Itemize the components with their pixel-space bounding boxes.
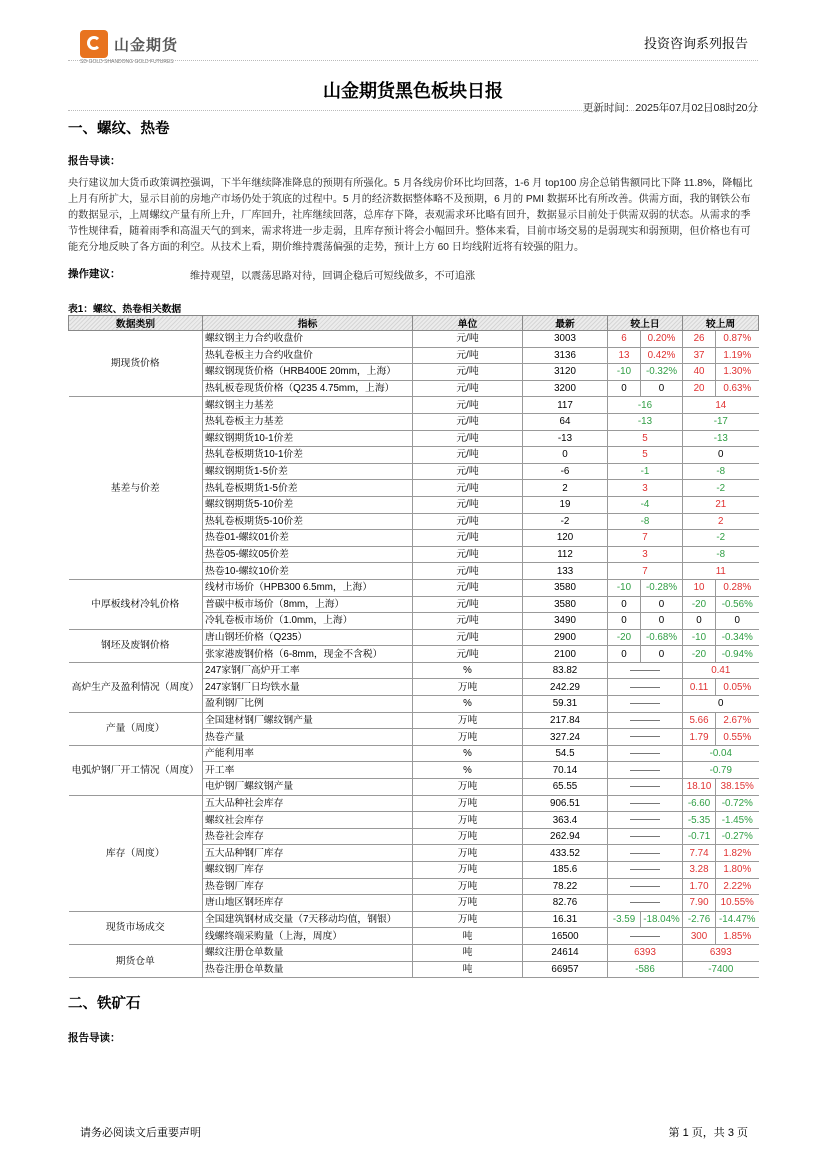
week-change-pct-cell: -14.47% bbox=[716, 911, 759, 928]
rebar-hotcoil-data-table bbox=[68, 315, 759, 978]
indicator-cell: 唐山钢坯价格（Q235） bbox=[203, 629, 413, 646]
indicator-cell: 螺纹钢现货价格（HRB400E 20mm，上海） bbox=[203, 364, 413, 381]
latest-cell: -13 bbox=[523, 430, 608, 447]
no-data-dash bbox=[630, 803, 660, 804]
week-change-cell: -10 bbox=[683, 629, 716, 646]
indicator-cell: 五大品种钢厂库存 bbox=[203, 845, 413, 862]
report-series: 投资咨询系列报告 bbox=[643, 36, 748, 51]
week-change-cell: 20 bbox=[683, 380, 716, 397]
latest-cell: 906.51 bbox=[523, 795, 608, 812]
day-change-cell: 3 bbox=[608, 546, 683, 563]
unit-cell: 元/吨 bbox=[413, 513, 523, 530]
unit-cell: 元/吨 bbox=[413, 530, 523, 547]
week-change-pct-cell: -1.45% bbox=[716, 812, 759, 829]
no-data-dash bbox=[630, 869, 660, 870]
brand-subtitle: SD·GOLD SHANDONG GOLD FUTURES bbox=[80, 59, 174, 65]
section-heading-rebar: 一、螺纹、热卷 bbox=[68, 121, 170, 137]
update-time: 更新时间：2025年07月02日08时20分 bbox=[582, 102, 758, 114]
unit-cell: 元/吨 bbox=[413, 380, 523, 397]
latest-cell: 82.76 bbox=[523, 895, 608, 912]
day-change-cell: -3.59 bbox=[608, 911, 641, 928]
indicator-cell: 螺纹注册仓单数量 bbox=[203, 944, 413, 961]
day-change-cell bbox=[608, 662, 683, 679]
indicator-cell: 热轧卷板期货10-1价差 bbox=[203, 447, 413, 464]
week-change-cell: -0.71 bbox=[683, 828, 716, 845]
unit-cell: % bbox=[413, 762, 523, 779]
latest-cell: 3200 bbox=[523, 380, 608, 397]
latest-cell: 78.22 bbox=[523, 878, 608, 895]
week-change-cell: -2.76 bbox=[683, 911, 716, 928]
company-logo bbox=[80, 30, 190, 64]
header-latest: 最新 bbox=[523, 316, 608, 331]
day-change-pct-cell: 0 bbox=[641, 380, 683, 397]
table-body bbox=[69, 331, 759, 978]
brand-name: 山金期货 bbox=[114, 37, 179, 54]
indicator-cell: 开工率 bbox=[203, 762, 413, 779]
latest-cell: 242.29 bbox=[523, 679, 608, 696]
table-row bbox=[69, 911, 759, 928]
latest-cell: 59.31 bbox=[523, 696, 608, 713]
day-change-pct-cell: 0 bbox=[641, 596, 683, 613]
unit-cell: 万吨 bbox=[413, 895, 523, 912]
day-change-cell bbox=[608, 779, 683, 796]
day-change-cell: -10 bbox=[608, 364, 641, 381]
day-change-cell: 0 bbox=[608, 646, 641, 663]
day-change-pct-cell: 0.42% bbox=[641, 347, 683, 364]
day-change-cell: 6393 bbox=[608, 944, 683, 961]
indicator-cell: 热卷注册仓单数量 bbox=[203, 961, 413, 978]
day-change-cell: 13 bbox=[608, 347, 641, 364]
unit-cell: 万吨 bbox=[413, 779, 523, 796]
unit-cell: 万吨 bbox=[413, 911, 523, 928]
table-row bbox=[69, 662, 759, 679]
latest-cell: 3136 bbox=[523, 347, 608, 364]
week-change-pct-cell: 1.30% bbox=[716, 364, 759, 381]
indicator-cell: 唐山地区钢坯库存 bbox=[203, 895, 413, 912]
latest-cell: 64 bbox=[523, 413, 608, 430]
unit-cell: 元/吨 bbox=[413, 579, 523, 596]
latest-cell: 2900 bbox=[523, 629, 608, 646]
no-data-dash bbox=[630, 853, 660, 854]
indicator-cell: 产能利用率 bbox=[203, 745, 413, 762]
unit-cell: 元/吨 bbox=[413, 347, 523, 364]
day-change-cell: 6 bbox=[608, 331, 641, 348]
day-change-cell: 5 bbox=[608, 430, 683, 447]
header-vs-prev-day: 较上日 bbox=[608, 316, 683, 331]
day-change-cell: 0 bbox=[608, 380, 641, 397]
no-data-dash bbox=[630, 687, 660, 688]
latest-cell: 70.14 bbox=[523, 762, 608, 779]
day-change-pct-cell: -0.68% bbox=[641, 629, 683, 646]
day-change-pct-cell: -18.04% bbox=[641, 911, 683, 928]
category-cell: 钢坯及废钢价格 bbox=[69, 629, 203, 662]
day-change-cell: -1 bbox=[608, 463, 683, 480]
indicator-cell: 热轧卷板期货1-5价差 bbox=[203, 480, 413, 497]
unit-cell: 万吨 bbox=[413, 878, 523, 895]
no-data-dash bbox=[630, 886, 660, 887]
day-change-cell: 0 bbox=[608, 596, 641, 613]
day-change-pct-cell: -0.32% bbox=[641, 364, 683, 381]
indicator-cell: 热轧卷板期货5-10价差 bbox=[203, 513, 413, 530]
latest-cell: 327.24 bbox=[523, 729, 608, 746]
latest-cell: 83.82 bbox=[523, 662, 608, 679]
week-change-cell: -0.79 bbox=[683, 762, 759, 779]
week-change-cell: 0 bbox=[683, 613, 716, 630]
unit-cell: 元/吨 bbox=[413, 596, 523, 613]
unit-cell: 元/吨 bbox=[413, 430, 523, 447]
day-change-pct-cell: 0 bbox=[641, 613, 683, 630]
latest-cell: 54.5 bbox=[523, 745, 608, 762]
latest-cell: 0 bbox=[523, 447, 608, 464]
latest-cell: 65.55 bbox=[523, 779, 608, 796]
week-change-cell: 300 bbox=[683, 928, 716, 945]
day-change-cell: -13 bbox=[608, 413, 683, 430]
indicator-cell: 张家港废钢价格（6-8mm，现金不含税） bbox=[203, 646, 413, 663]
week-change-pct-cell: 10.55% bbox=[716, 895, 759, 912]
week-change-cell: -8 bbox=[683, 546, 759, 563]
header-divider bbox=[68, 60, 758, 61]
day-change-cell: -20 bbox=[608, 629, 641, 646]
week-change-pct-cell: -0.27% bbox=[716, 828, 759, 845]
unit-cell: 万吨 bbox=[413, 712, 523, 729]
unit-cell: 元/吨 bbox=[413, 364, 523, 381]
week-change-cell: 7.74 bbox=[683, 845, 716, 862]
unit-cell: 元/吨 bbox=[413, 546, 523, 563]
guide-label: 报告导读： bbox=[68, 155, 121, 167]
indicator-cell: 热轧卷板主力基差 bbox=[203, 413, 413, 430]
category-cell: 库存（周度） bbox=[69, 795, 203, 911]
table-header-row bbox=[69, 316, 759, 331]
latest-cell: 3490 bbox=[523, 613, 608, 630]
no-data-dash bbox=[630, 670, 660, 671]
day-change-cell bbox=[608, 878, 683, 895]
unit-cell: 元/吨 bbox=[413, 646, 523, 663]
footer-disclaimer: 请务必阅读文后重要声明 bbox=[80, 1127, 201, 1139]
week-change-cell: -2 bbox=[683, 530, 759, 547]
unit-cell: % bbox=[413, 696, 523, 713]
unit-cell: 万吨 bbox=[413, 828, 523, 845]
day-change-cell bbox=[608, 845, 683, 862]
table-row bbox=[69, 397, 759, 414]
week-change-cell: 0.41 bbox=[683, 662, 759, 679]
table-row bbox=[69, 331, 759, 348]
day-change-pct-cell: -0.28% bbox=[641, 579, 683, 596]
day-change-pct-cell: 0.20% bbox=[641, 331, 683, 348]
advice-label: 操作建议： bbox=[68, 268, 121, 280]
no-data-dash bbox=[630, 753, 660, 754]
indicator-cell: 热轧板卷现货价格（Q235 4.75mm，上海） bbox=[203, 380, 413, 397]
header-vs-prev-week: 较上周 bbox=[683, 316, 759, 331]
week-change-cell: 0.11 bbox=[683, 679, 716, 696]
latest-cell: 3580 bbox=[523, 579, 608, 596]
table-caption: 表1：螺纹、热卷相关数据 bbox=[68, 304, 182, 315]
week-change-cell: 11 bbox=[683, 563, 759, 580]
advice-text: 维持观望，以震荡思路对待，回调企稳后可短线做多，不可追涨 bbox=[190, 271, 476, 282]
week-change-pct-cell: 0.28% bbox=[716, 579, 759, 596]
week-change-cell: -17 bbox=[683, 413, 759, 430]
week-change-cell: 26 bbox=[683, 331, 716, 348]
latest-cell: 185.6 bbox=[523, 862, 608, 879]
day-change-cell bbox=[608, 696, 683, 713]
table-row bbox=[69, 629, 759, 646]
latest-cell: 217.84 bbox=[523, 712, 608, 729]
header-unit: 单位 bbox=[413, 316, 523, 331]
indicator-cell: 热卷05-螺纹05价差 bbox=[203, 546, 413, 563]
section-heading-iron-ore: 二、铁矿石 bbox=[68, 996, 141, 1012]
day-change-cell bbox=[608, 812, 683, 829]
category-cell: 产量（周度） bbox=[69, 712, 203, 745]
day-change-cell: 7 bbox=[608, 563, 683, 580]
week-change-cell: -8 bbox=[683, 463, 759, 480]
week-change-pct-cell: -0.34% bbox=[716, 629, 759, 646]
table-row bbox=[69, 745, 759, 762]
no-data-dash bbox=[630, 936, 660, 937]
table-row bbox=[69, 944, 759, 961]
footer-page-number: 第 1 页，共 3 页 bbox=[668, 1127, 748, 1139]
week-change-cell: 7.90 bbox=[683, 895, 716, 912]
week-change-cell: 1.79 bbox=[683, 729, 716, 746]
week-change-cell: 1.70 bbox=[683, 878, 716, 895]
latest-cell: 24614 bbox=[523, 944, 608, 961]
unit-cell: 元/吨 bbox=[413, 613, 523, 630]
week-change-cell: -7400 bbox=[683, 961, 759, 978]
unit-cell: 元/吨 bbox=[413, 480, 523, 497]
table-row bbox=[69, 795, 759, 812]
category-cell: 中厚板线材冷轧价格 bbox=[69, 579, 203, 629]
week-change-cell: -13 bbox=[683, 430, 759, 447]
unit-cell: 元/吨 bbox=[413, 463, 523, 480]
week-change-cell: -20 bbox=[683, 596, 716, 613]
category-cell: 电弧炉钢厂开工情况（周度） bbox=[69, 745, 203, 795]
indicator-cell: 线螺终端采购量（上海，周度） bbox=[203, 928, 413, 945]
latest-cell: 112 bbox=[523, 546, 608, 563]
latest-cell: -2 bbox=[523, 513, 608, 530]
indicator-cell: 热卷社会库存 bbox=[203, 828, 413, 845]
week-change-cell: 10 bbox=[683, 579, 716, 596]
week-change-cell: 3.28 bbox=[683, 862, 716, 879]
week-change-cell: -20 bbox=[683, 646, 716, 663]
week-change-pct-cell: 1.19% bbox=[716, 347, 759, 364]
day-change-cell: -10 bbox=[608, 579, 641, 596]
week-change-pct-cell: 2.67% bbox=[716, 712, 759, 729]
latest-cell: 262.94 bbox=[523, 828, 608, 845]
latest-cell: 3003 bbox=[523, 331, 608, 348]
indicator-cell: 热卷10-螺纹10价差 bbox=[203, 563, 413, 580]
indicator-cell: 螺纹钢期货5-10价差 bbox=[203, 496, 413, 513]
week-change-cell: 14 bbox=[683, 397, 759, 414]
indicator-cell: 热卷钢厂库存 bbox=[203, 878, 413, 895]
unit-cell: 万吨 bbox=[413, 679, 523, 696]
day-change-cell: -586 bbox=[608, 961, 683, 978]
day-change-pct-cell: 0 bbox=[641, 646, 683, 663]
week-change-cell: -0.04 bbox=[683, 745, 759, 762]
week-change-cell: -5.35 bbox=[683, 812, 716, 829]
guide-text: 央行建议加大货币政策调控强调，下半年继续降准降息的预期有所强化。5 月各线房价环比均回落，1-6 月 top100 房企总销售额同比下降 11.8%，降幅比 上月有所扩大，显示目前的房地产市场仍处于筑底的过程中。5 月的经济数据整体略不及预期，6 月的 PMI 数据环比有所改善。供需方面，我的钢铁公布的数据显示，上周螺纹产量有所上升，厂库回升，社库继续回落，总库存下降，表观需求环比略有回升，数据显示目前处于供需双弱的状态。从需求的季节性规律看，随着雨季和高温天气的到来，需求将进一步走弱，且库存预计将会小幅回升。整体来看，目前市场交易的是弱现实和弱预期，但价格也有可能充分地反映了各方面的利空。从技术上看，期价维持震荡偏强的走势，预计上方 60 日均线附近将有较强的阻力。 bbox=[68, 178, 753, 253]
latest-cell: 117 bbox=[523, 397, 608, 414]
indicator-cell: 普碳中板市场价（8mm，上海） bbox=[203, 596, 413, 613]
no-data-dash bbox=[630, 736, 660, 737]
day-change-cell bbox=[608, 928, 683, 945]
no-data-dash bbox=[630, 902, 660, 903]
unit-cell: 万吨 bbox=[413, 862, 523, 879]
week-change-cell: -2 bbox=[683, 480, 759, 497]
day-change-cell bbox=[608, 795, 683, 812]
day-change-cell bbox=[608, 745, 683, 762]
latest-cell: 66957 bbox=[523, 961, 608, 978]
no-data-dash bbox=[630, 770, 660, 771]
latest-cell: 133 bbox=[523, 563, 608, 580]
week-change-cell: 5.66 bbox=[683, 712, 716, 729]
week-change-pct-cell: -0.94% bbox=[716, 646, 759, 663]
unit-cell: 元/吨 bbox=[413, 331, 523, 348]
unit-cell: % bbox=[413, 662, 523, 679]
week-change-pct-cell: -0.56% bbox=[716, 596, 759, 613]
latest-cell: 19 bbox=[523, 496, 608, 513]
unit-cell: 吨 bbox=[413, 928, 523, 945]
day-change-cell bbox=[608, 762, 683, 779]
latest-cell: 16500 bbox=[523, 928, 608, 945]
latest-cell: 3120 bbox=[523, 364, 608, 381]
indicator-cell: 螺纹钢期货1-5价差 bbox=[203, 463, 413, 480]
indicator-cell: 螺纹钢主力合约收盘价 bbox=[203, 331, 413, 348]
unit-cell: 元/吨 bbox=[413, 496, 523, 513]
week-change-cell: 18.10 bbox=[683, 779, 716, 796]
week-change-pct-cell: 1.82% bbox=[716, 845, 759, 862]
indicator-cell: 螺纹钢主力基差 bbox=[203, 397, 413, 414]
unit-cell: 吨 bbox=[413, 944, 523, 961]
week-change-pct-cell: 1.85% bbox=[716, 928, 759, 945]
unit-cell: 万吨 bbox=[413, 795, 523, 812]
week-change-cell: 37 bbox=[683, 347, 716, 364]
no-data-dash bbox=[630, 703, 660, 704]
indicator-cell: 247家钢厂高炉开工率 bbox=[203, 662, 413, 679]
category-cell: 基差与价差 bbox=[69, 397, 203, 580]
day-change-cell: -4 bbox=[608, 496, 683, 513]
indicator-cell: 电炉钢厂螺纹钢产量 bbox=[203, 779, 413, 796]
indicator-cell: 五大品种社会库存 bbox=[203, 795, 413, 812]
indicator-cell: 247家钢厂日均铁水量 bbox=[203, 679, 413, 696]
day-change-cell bbox=[608, 895, 683, 912]
no-data-dash bbox=[630, 836, 660, 837]
week-change-pct-cell: 0.63% bbox=[716, 380, 759, 397]
latest-cell: 2100 bbox=[523, 646, 608, 663]
table-row bbox=[69, 579, 759, 596]
unit-cell: 万吨 bbox=[413, 729, 523, 746]
indicator-cell: 螺纹社会库存 bbox=[203, 812, 413, 829]
week-change-pct-cell: 0.05% bbox=[716, 679, 759, 696]
unit-cell: 万吨 bbox=[413, 845, 523, 862]
no-data-dash bbox=[630, 819, 660, 820]
unit-cell: 元/吨 bbox=[413, 397, 523, 414]
category-cell: 现货市场成交 bbox=[69, 911, 203, 944]
report-title: 山金期货黑色板块日报 bbox=[323, 81, 503, 101]
no-data-dash bbox=[630, 786, 660, 787]
unit-cell: % bbox=[413, 745, 523, 762]
unit-cell: 元/吨 bbox=[413, 413, 523, 430]
indicator-cell: 盈利钢厂比例 bbox=[203, 696, 413, 713]
unit-cell: 吨 bbox=[413, 961, 523, 978]
week-change-cell: 6393 bbox=[683, 944, 759, 961]
unit-cell: 元/吨 bbox=[413, 629, 523, 646]
week-change-cell: 21 bbox=[683, 496, 759, 513]
week-change-cell: 0 bbox=[683, 447, 759, 464]
indicator-cell: 全国建筑钢材成交量（7天移动均值，钢银） bbox=[203, 911, 413, 928]
unit-cell: 元/吨 bbox=[413, 447, 523, 464]
week-change-pct-cell: 2.22% bbox=[716, 878, 759, 895]
week-change-pct-cell: 0.87% bbox=[716, 331, 759, 348]
latest-cell: -6 bbox=[523, 463, 608, 480]
week-change-pct-cell: -0.72% bbox=[716, 795, 759, 812]
indicator-cell: 全国建材钢厂螺纹钢产量 bbox=[203, 712, 413, 729]
day-change-cell bbox=[608, 729, 683, 746]
indicator-cell: 热卷01-螺纹01价差 bbox=[203, 530, 413, 547]
day-change-cell bbox=[608, 828, 683, 845]
week-change-cell: -6.60 bbox=[683, 795, 716, 812]
day-change-cell: -8 bbox=[608, 513, 683, 530]
latest-cell: 16.31 bbox=[523, 911, 608, 928]
day-change-cell: 0 bbox=[608, 613, 641, 630]
logo-mark-icon bbox=[80, 30, 108, 58]
week-change-cell: 2 bbox=[683, 513, 759, 530]
unit-cell: 元/吨 bbox=[413, 563, 523, 580]
latest-cell: 120 bbox=[523, 530, 608, 547]
indicator-cell: 线材市场价（HPB300 6.5mm，上海） bbox=[203, 579, 413, 596]
week-change-pct-cell: 0.55% bbox=[716, 729, 759, 746]
week-change-pct-cell: 1.80% bbox=[716, 862, 759, 879]
indicator-cell: 热轧卷板主力合约收盘价 bbox=[203, 347, 413, 364]
unit-cell: 万吨 bbox=[413, 812, 523, 829]
indicator-cell: 冷轧卷板市场价（1.0mm，上海） bbox=[203, 613, 413, 630]
week-change-cell: 40 bbox=[683, 364, 716, 381]
day-change-cell: 5 bbox=[608, 447, 683, 464]
latest-cell: 433.52 bbox=[523, 845, 608, 862]
category-cell: 高炉生产及盈利情况（周度） bbox=[69, 662, 203, 712]
day-change-cell: -16 bbox=[608, 397, 683, 414]
day-change-cell: 7 bbox=[608, 530, 683, 547]
day-change-cell: 3 bbox=[608, 480, 683, 497]
category-cell: 期货仓单 bbox=[69, 944, 203, 977]
guide-label-2: 报告导读： bbox=[68, 1032, 121, 1044]
day-change-cell bbox=[608, 679, 683, 696]
day-change-cell bbox=[608, 712, 683, 729]
indicator-cell: 热卷产量 bbox=[203, 729, 413, 746]
latest-cell: 2 bbox=[523, 480, 608, 497]
header-category: 数据类别 bbox=[69, 316, 203, 331]
latest-cell: 3580 bbox=[523, 596, 608, 613]
week-change-cell: 0 bbox=[683, 696, 759, 713]
indicator-cell: 螺纹钢厂库存 bbox=[203, 862, 413, 879]
indicator-cell: 螺纹钢期货10-1价差 bbox=[203, 430, 413, 447]
day-change-cell bbox=[608, 862, 683, 879]
header-indicator: 指标 bbox=[203, 316, 413, 331]
week-change-pct-cell: 38.15% bbox=[716, 779, 759, 796]
week-change-pct-cell: 0 bbox=[716, 613, 759, 630]
no-data-dash bbox=[630, 720, 660, 721]
latest-cell: 363.4 bbox=[523, 812, 608, 829]
table-row bbox=[69, 712, 759, 729]
category-cell: 期现货价格 bbox=[69, 331, 203, 397]
